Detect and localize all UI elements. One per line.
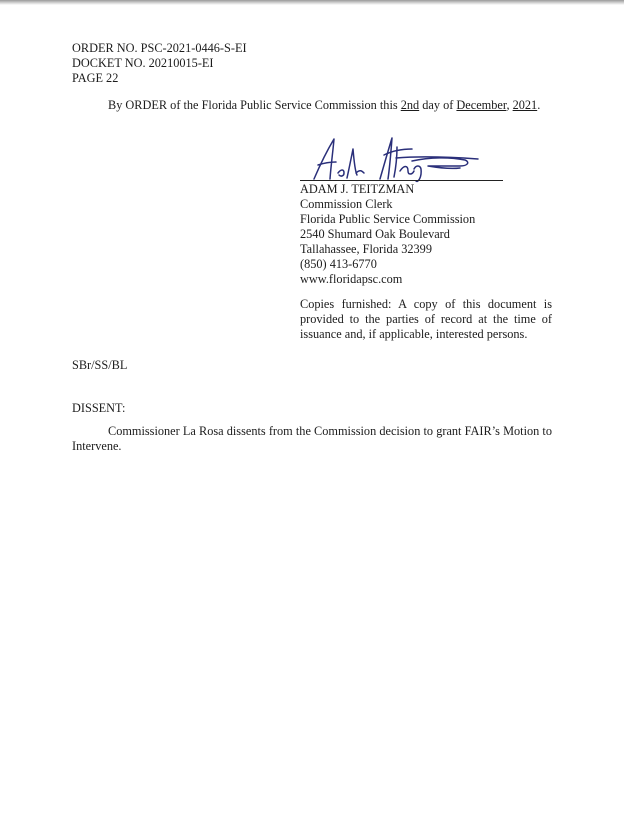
dissent-label: DISSENT: bbox=[72, 401, 126, 415]
order-number: ORDER NO. PSC-2021-0446-S-EI bbox=[72, 41, 247, 55]
clerk-phone: (850) 413-6770 bbox=[300, 257, 377, 271]
clerk-website: www.floridapsc.com bbox=[300, 272, 403, 286]
staff-initials: SBr/SS/BL bbox=[72, 358, 128, 372]
clerk-address-city: Tallahassee, Florida 32399 bbox=[300, 242, 432, 256]
docket-number: DOCKET NO. 20210015-EI bbox=[72, 56, 214, 70]
handwritten-signature bbox=[300, 135, 505, 185]
order-period: . bbox=[537, 98, 541, 112]
order-year: 2021 bbox=[512, 98, 538, 112]
clerk-name: ADAM J. TEITZMAN bbox=[300, 182, 415, 196]
order-day: 2nd bbox=[400, 98, 420, 112]
page-number: PAGE 22 bbox=[72, 71, 119, 85]
clerk-signature-block bbox=[300, 182, 475, 287]
document-header bbox=[72, 41, 247, 86]
dissent-statement bbox=[72, 409, 552, 454]
copies-furnished-notice: Copies furnished: A copy of this document is provided to the parties of record at the time of issuance and, if applicable, interested persons. bbox=[300, 297, 552, 341]
order-statement-prefix: By ORDER of the Florida Public Service Commission this bbox=[108, 98, 401, 112]
scan-edge bbox=[0, 0, 624, 5]
order-statement bbox=[108, 98, 540, 113]
clerk-organization: Florida Public Service Commission bbox=[300, 212, 476, 226]
signature-line bbox=[300, 180, 503, 181]
clerk-title: Commission Clerk bbox=[300, 197, 393, 211]
order-month: December bbox=[456, 98, 507, 112]
dissent-paragraph: Commissioner La Rosa dissents from the Commission decision to grant FAIR’s Motion to Intervene. bbox=[72, 424, 552, 453]
clerk-address-street: 2540 Shumard Oak Boulevard bbox=[300, 227, 450, 241]
signature-icon bbox=[300, 135, 505, 185]
order-statement-middle: day of bbox=[419, 98, 457, 112]
order-comma: , bbox=[506, 98, 513, 112]
